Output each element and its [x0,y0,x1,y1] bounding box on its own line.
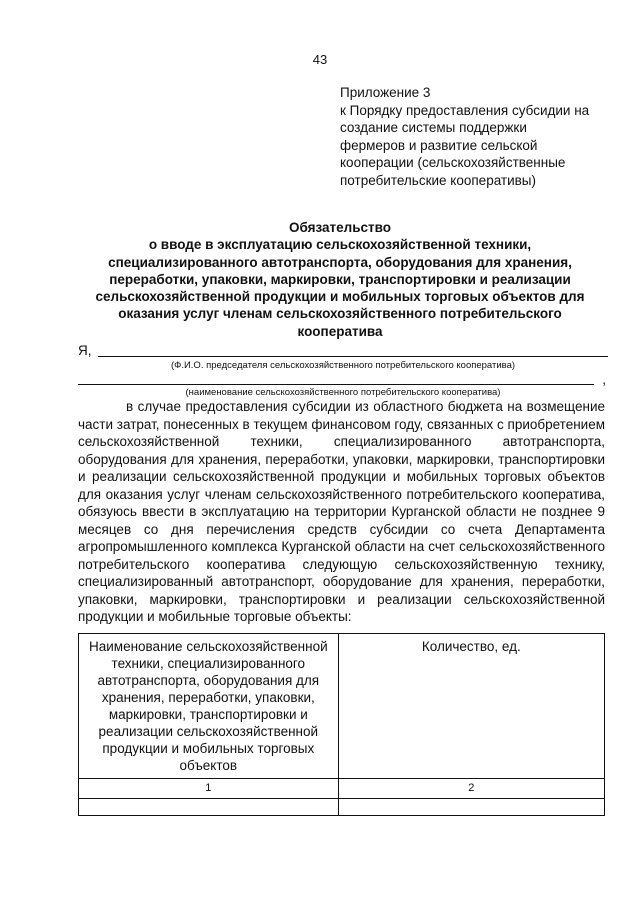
header-quantity: Количество, ед. [338,634,604,779]
coop-name-field[interactable] [78,384,594,385]
appendix-block [340,84,610,189]
table-row [79,799,605,816]
fio-row [78,343,608,359]
appendix-line: к Порядку предоставления субсидии на [340,102,590,118]
header-equipment-name: Наименование сельскохозяйственной техники, специализированного автотранспорта, оборудования для хранения, переработки, упаковки, маркировки, транспортировки и реализации сельскохозяйственной продукции и мобильных торговых объектов [79,634,339,779]
i-prefix: Я, [78,343,92,358]
page-number: 43 [312,52,328,67]
appendix-line: потребительские кооперативы) [340,172,537,188]
table-header-row [79,634,605,779]
title-line: оказания услуг членам сельскохозяйственного потребительского [118,306,562,322]
line-suffix: , [602,372,606,387]
appendix-line: фермеров и развитие сельской [340,137,538,153]
fio-caption: (Ф.И.О. председателя сельскохозяйственного потребительского кооператива) [170,360,516,371]
column-number-2: 2 [338,779,604,799]
equipment-name-cell[interactable] [79,799,339,816]
body-paragraph: в случае предоставления субсидии из областного бюджета на возмещение части затрат, понесенных в текущем финансовом году, связанных с приобретением сельскохозяйственной техники, специализированного автотранспорта, оборудования для хранения, переработки, упаковки, маркировки, транспортировки и реализации сельскохозяйственной продукции и мобильных торговых объектов для оказания услуг членам сельскохозяйственного потребительского кооператива, обязуюсь ввести в эксплуатацию на территории Курганской области не позднее 9 месяцев со дня перечисления средств субсидии со счета Департамента агропромышленного комплекса Курганской области на счет сельскохозяйственного потребительского кооператива следующую сельскохозяйственную технику, специализированный автотранспорт, оборудование для хранения, переработки, упаковки, маркировки, транспортировки и реализации сельскохозяйственной продукции и мобильные торговые объекты: [78,399,605,624]
title-line: кооператива [297,323,383,339]
quantity-cell[interactable] [338,799,604,816]
table-number-row [79,779,605,799]
equipment-table [78,633,605,816]
title-line: о вводе в эксплуатацию сельскохозяйственной техники, [148,237,532,253]
coop-row [78,372,608,388]
title-line: специализированного автотранспорта, оборудования для хранения, [108,254,572,270]
fio-field[interactable] [98,356,608,357]
appendix-line: кооперации (сельскохозяйственные [340,155,566,170]
title-line: Обязательство [288,220,392,235]
appendix-line: Приложение 3 [340,85,431,100]
title-line: переработки, упаковки, маркировки, транспортировки и реализации [109,271,571,287]
coop-caption: (наименование сельскохозяйственного потребительского кооператива) [185,387,501,398]
document-title [70,219,610,340]
title-line: сельскохозяйственной продукции и мобильных торговых объектов для [95,289,585,305]
body-paragraph-block [78,398,605,626]
appendix-line: создание системы поддержки [340,120,527,135]
column-number-1: 1 [79,779,339,799]
